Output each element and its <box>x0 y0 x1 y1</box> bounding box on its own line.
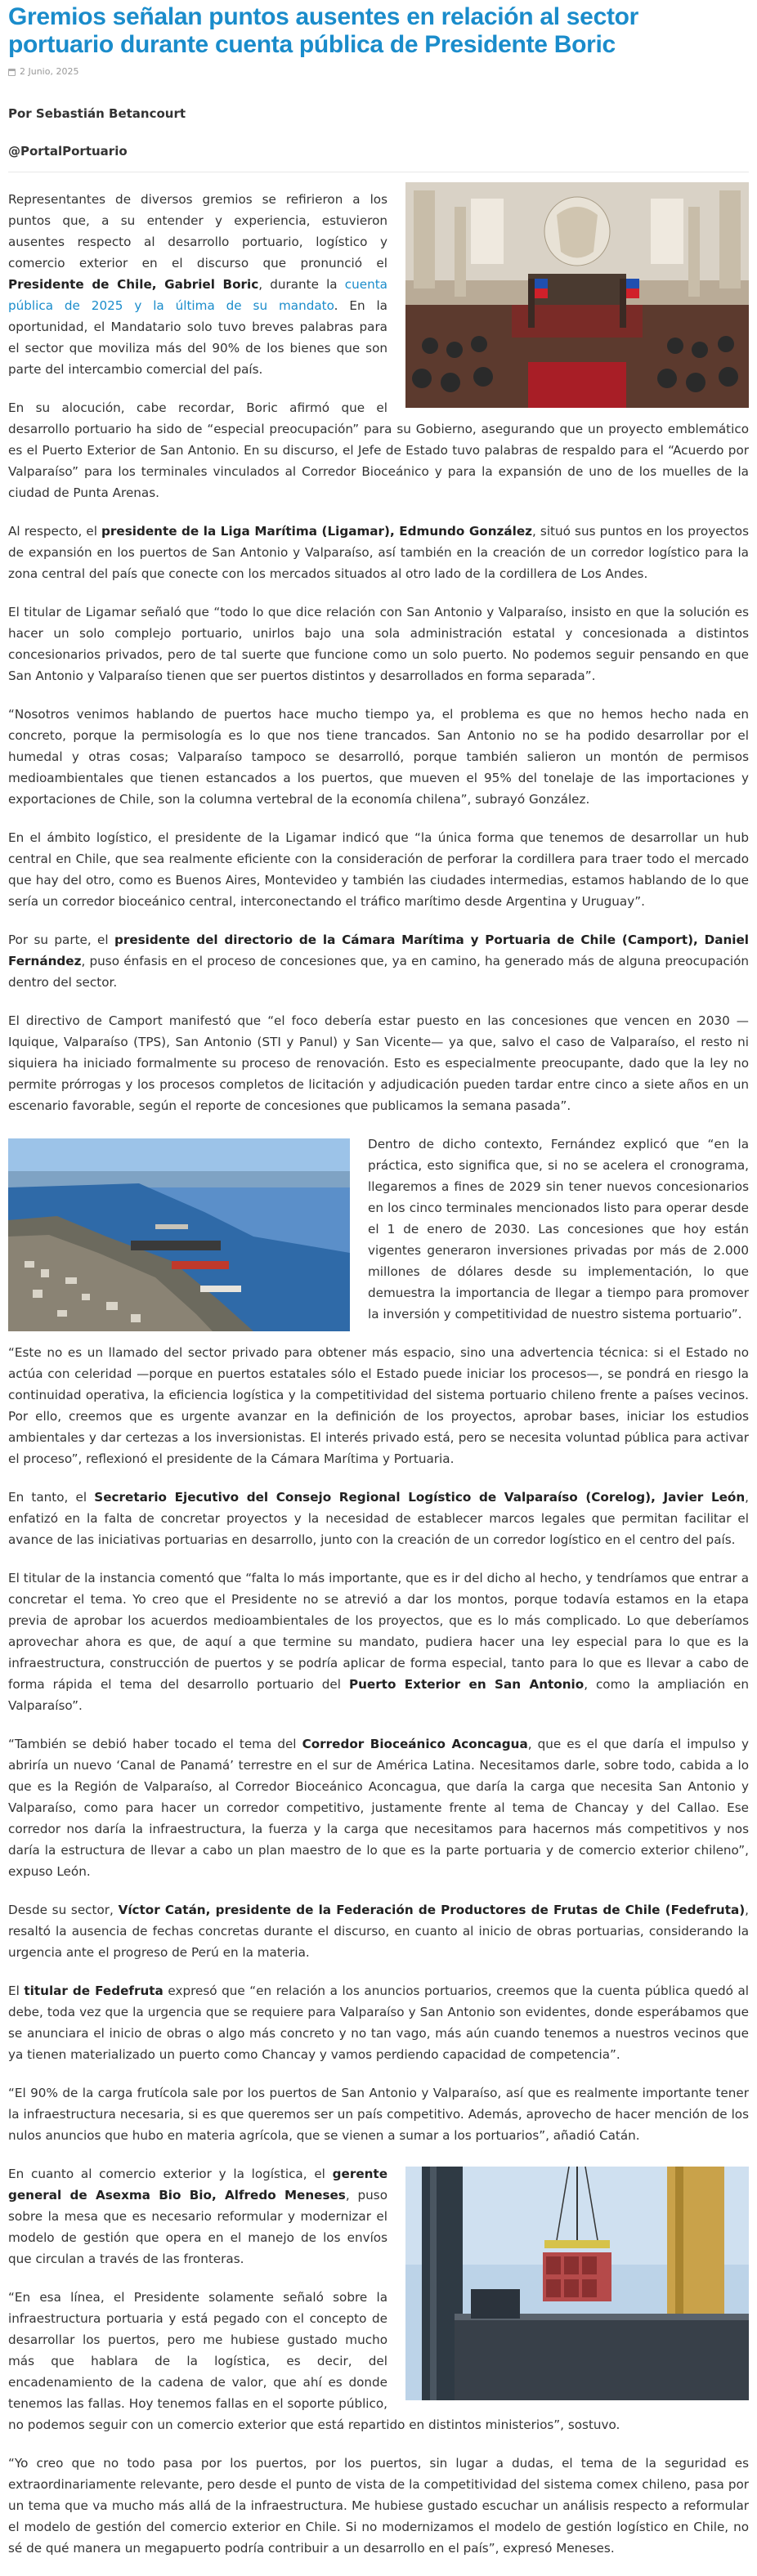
paragraph <box>8 929 749 993</box>
calendar-icon <box>8 69 16 76</box>
paragraph: En el ámbito logístico, el presidente de la Ligamar indicó que “la única forma que tenemos de desarrollar un hub central en Chile, que sea realmente eficiente con la consideración de perforar la cordillera para traer todo el mercado que hay del otro, como es Buenos Aires, Montevideo y también las ciudades intermedias, estamos hablando de lo que sería un corredor bioceánico central, interconectando el tráfico marítimo desde Argentina y Uruguay”. <box>8 830 749 909</box>
bold-text: Puerto Exterior en San Antonio <box>348 1677 585 1692</box>
text: El <box>8 1983 25 1998</box>
paragraph: “Yo creo que no todo pasa por los puertos, por los puertos, sin lugar a dudas, el tema de la seguridad es extraordinariamente relevante, pero desde el punto de vista de la competitividad del sistema comex chileno, pasa por un tema que va mucho más allá de la infraestructura. Me hubiese gustado escuchar un análisis respecto a reformular el modelo de gestión del comercio exterior en Chile. Si no modernizamos el modelo de gestión logístico en Chile, no sé de qué manera un megapuerto podría contribuir a un desarrollo en el país”, expresó Meneses. <box>8 2456 749 2556</box>
paragraph: “Nosotros venimos hablando de puertos hace mucho tiempo ya, el problema es que no hemos hecho nada en concreto, porque la permisología es lo que nos tiene trancados. San Antonio no se ha podido desarrollar por el humedal y otras cosas; Valparaíso tampoco se desarrolló, porque también salieron un montón de permisos medioambientales que tienen estancados a los puertos, que mueven el 95% del tonelaje de las importaciones y exportaciones de Chile, son la columna vertebral de la economía chilena”, subrayó González. <box>8 707 749 807</box>
paragraph: “En esa línea, el Presidente solamente señaló sobre la infraestructura portuaria y está pegado con el concepto de desarrollar los puertos, pero me hubiese gustado mucho más que hablara de la logística, es decir, del encadenamiento de la cadena de valor, que ahí es donde tenemos las fallas. Hoy tenemos fallas en el soporte público, no podemos seguir con un comercio exterior que está repartido en distintos ministerios”, sostuvo. <box>8 2290 620 2432</box>
text: , situó sus puntos en los proyectos de expansión en los puertos de San Antonio y Valparaíso, así también en la creación de un corredor logístico para la zona central del país que conecte con los mercados situados al otro lado de la cordillera de Los Andes. <box>8 524 749 581</box>
text: “También se debió haber tocado el tema del <box>8 1737 302 1751</box>
bold-text: Víctor Catán, presidente de la Federación de Productores de Frutas de Chile (Fedefruta) <box>118 1903 746 1917</box>
text: Al respecto, el <box>8 524 102 539</box>
date-text: 2 Junio, 2025 <box>20 66 79 77</box>
bold-text: Presidente de Chile, Gabriel Boric <box>8 277 259 292</box>
text: , durante la <box>258 277 345 292</box>
text: , enfatizó en la falta de concretar proyectos y la necesidad de establecer marcos legales que permitan facilitar el avance de las iniciativas portuarias en desarrollo, junto con la creación de un corredor logístico en el centro del país. <box>8 1490 749 1547</box>
text: , como la ampliación en Valparaíso”. <box>8 1677 749 1713</box>
author-byline: Por Sebastián Betancourt <box>8 106 186 121</box>
bold-text: gerente general de Asexma Bio Bio, Alfredo Meneses <box>8 2167 387 2203</box>
text: Por su parte, el <box>8 932 114 947</box>
text: Desde su sector, <box>8 1903 119 1917</box>
congress-hall-photo <box>405 182 749 408</box>
text: , puso sobre la mesa que es necesario reformular y modernizar el modelo de gestión que opera en el manejo de los envíos que circulan a través de las fronteras. <box>8 2188 387 2266</box>
author-handle: @PortalPortuario <box>8 141 749 172</box>
article-title: Gremios señalan puntos ausentes en relación al sector portuario durante cuenta pública de Presidente Boric <box>8 3 639 58</box>
paragraph <box>8 1899 749 1963</box>
paragraph: El directivo de Camport manifestó que “el foco debería estar puesto en las concesiones que vencen en 2030 —Iquique, Valparaíso (TPS), San Antonio (STI y Panul) y San Vicente— ya que, salvo el caso de Valparaíso, el resto ni siquiera ha iniciado formalmente su proceso de renovación. Esto es especialmente preocupante, dado que la ley no permite prórrogas y los procesos completos de licitación y adjudicación pueden tardar entre cinco a siete años en un escenario favorable, según el reporte de concesiones que publicamos la semana pasada”. <box>8 1013 749 1113</box>
cuenta-publica-link[interactable]: cuenta pública de 2025 y la última de su mandato <box>8 277 387 313</box>
text: , resaltó la ausencia de fechas concretas durante el discurso, en cuanto al inicio de obras portuarias, considerando la urgencia ante el progreso de Perú en la materia. <box>8 1903 749 1960</box>
paragraph: En su alocución, cabe recordar, Boric afirmó que el desarrollo portuario ha sido de “especial preocupación” para su Gobierno, asegurando que un proyecto emblemático es el Puerto Exterior de San Antonio. En su discurso, el Jefe de Estado tuvo palabras de respaldo para el “Acuerdo por Valparaíso” para los terminales vinculados al Corredor Bioceánico y para la expansión de uno de los muelles de la ciudad de Punta Arenas. <box>8 400 749 500</box>
paragraph: “El 90% de la carga frutícola sale por los puertos de San Antonio y Valparaíso, así que es realmente importante tener la infraestructura necesaria, si es que queremos ser un país competitivo. Además, aprovecho de hacer mención de los nulos anuncios que hubo en materia agrícola, que se vienen a sumar a los portuarios”, añadió Catán. <box>8 2086 749 2143</box>
paragraph: “Este no es un llamado del sector privado para obtener más espacio, sino una advertencia técnica: si el Estado no actúa con celeridad —porque en puertos estatales sólo el Estado puede iniciar los procesos—, se pondrá en riesgo la continuidad operativa, la eficiencia logística y la competitividad del sistema portuario chileno frente a países vecinos. Por ello, creemos que es urgente avanzar en la definición de los proyectos, aprobar bases, iniciar los estudios ambientales y dar certezas a los inversionistas. El interés privado está, pero se necesita voluntad pública para activar el proceso”, reflexionó el presidente de la Cámara Marítima y Portuaria. <box>8 1345 749 1466</box>
valparaiso-port-photo <box>8 1138 350 1331</box>
cargo-crane-photo <box>405 2167 749 2400</box>
paragraph <box>8 1568 749 1716</box>
bold-text: presidente del directorio de la Cámara Marítima y Portuaria de Chile (Camport), Daniel Fernández <box>8 932 749 968</box>
bold-text: presidente de la Liga Marítima (Ligamar), Edmundo González <box>101 524 532 539</box>
text: expresó que “en relación a los anuncios portuarios, creemos que la cuenta pública quedó al debe, toda vez que la urgencia que se requiere para Valparaíso y San Antonio son evidentes, donde esperábamos que se anunciara el inicio de obras o algo más concreto y no tan vago, más aún cuando tenemos a nuestros vecinos que ya tienen materializado un puerto como Chancay y vamos perdiendo capacidad de competencia”. <box>8 1983 749 2062</box>
paragraph <box>8 1487 749 1550</box>
paragraph <box>8 1733 749 1882</box>
bold-text: Secretario Ejecutivo del Consejo Regional Logístico de Valparaíso (Corelog), Javier León <box>94 1490 746 1505</box>
text: En cuanto al comercio exterior y la logística, el <box>8 2167 333 2181</box>
paragraph <box>8 1980 749 2065</box>
bold-text: titular de Fedefruta <box>24 1983 163 1998</box>
paragraph <box>8 521 749 584</box>
text: , puso énfasis en el proceso de concesiones que, ya en camino, ha generado más de alguna preocupación dentro del sector. <box>8 954 749 990</box>
text: En tanto, el <box>8 1490 95 1505</box>
paragraph: El titular de Ligamar señaló que “todo lo que dice relación con San Antonio y Valparaíso, insisto en que la solución es hacer un solo complejo portuario, unirlos bajo una sola administración estatal y concesionada a distintos concesionarios privados, pero de tal suerte que funcione como un solo puerto. No podemos seguir pensando en que San Antonio y Valparaíso tienen que ser puertos distintos y desarrollados en forma separada”. <box>8 605 749 683</box>
paragraph: Dentro de dicho contexto, Fernández explicó que “en la práctica, esto significa que, si no se acelera el cronograma, llegaremos a fines de 2029 sin tener nuevos concesionarios en los cinco terminales mencionados listo para operar desde el 1 de enero de 2030. Las concesiones que hoy están vigentes generaron inversiones privadas por más de 2.000 millones de dólares desde su implementación, lo que demuestra la importancia de llegar a tiempo para promover la inversión y competitividad de nuestro sistema portuario”. <box>368 1137 749 1322</box>
text: El titular de la instancia comentó que “falta lo más importante, que es ir del dicho al hecho, y tendríamos que entrar a concretar el tema. Yo creo que el Presidente no se atrevió a dar los montos, porque todavía estamos en la etapa previa de aprobar los acuerdos medioambientales de los proyectos, que es lo más complicado. Lo que deberíamos aprovechar ahora es que, de aquí a que termine su mandato, pudiera hacer una ley especial para lo que es la infraestructura, construcción de puertos y se podría aplicar de forma especial, tanto para lo que es llevar a cabo de forma rápida el tema del desarrollo portuario del <box>8 1571 749 1692</box>
bold-text: Corredor Bioceánico Aconcagua <box>302 1737 528 1751</box>
text: . En la oportunidad, el Mandatario solo tuvo breves palabras para el sector que moviliza más del 90% de los bienes que son parte del intercambio comercial del país. <box>8 298 387 377</box>
article-date <box>8 65 749 78</box>
text: , que es el que daría el impulso y abriría un nuevo ‘Canal de Panamá’ terrestre en el sur de América Latina. Necesitamos darle, sobre todo, cabida a lo que es la Región de Valparaíso, al Corredor Bioceánico Aconcagua, que daría la carga que necesita San Antonio y Valparaíso, como para hacer un corredor competitivo, justamente frente al tema de Chancay y del Callao. Ese corredor nos daría la infraestructura, la fuerza y la carga que necesitamos para hacernos más competitivos y nos daría la estructura de llevar a cabo un plan maestro de lo que es la parte portuaria y de comercio exterior chileno”, expuso León. <box>8 1737 750 1879</box>
text: Representantes de diversos gremios se refirieron a los puntos que, a su entender y experiencia, estuvieron ausentes respecto al desarrollo portuario, logístico y comercio exterior en el discurso que pronunció el <box>8 192 387 271</box>
